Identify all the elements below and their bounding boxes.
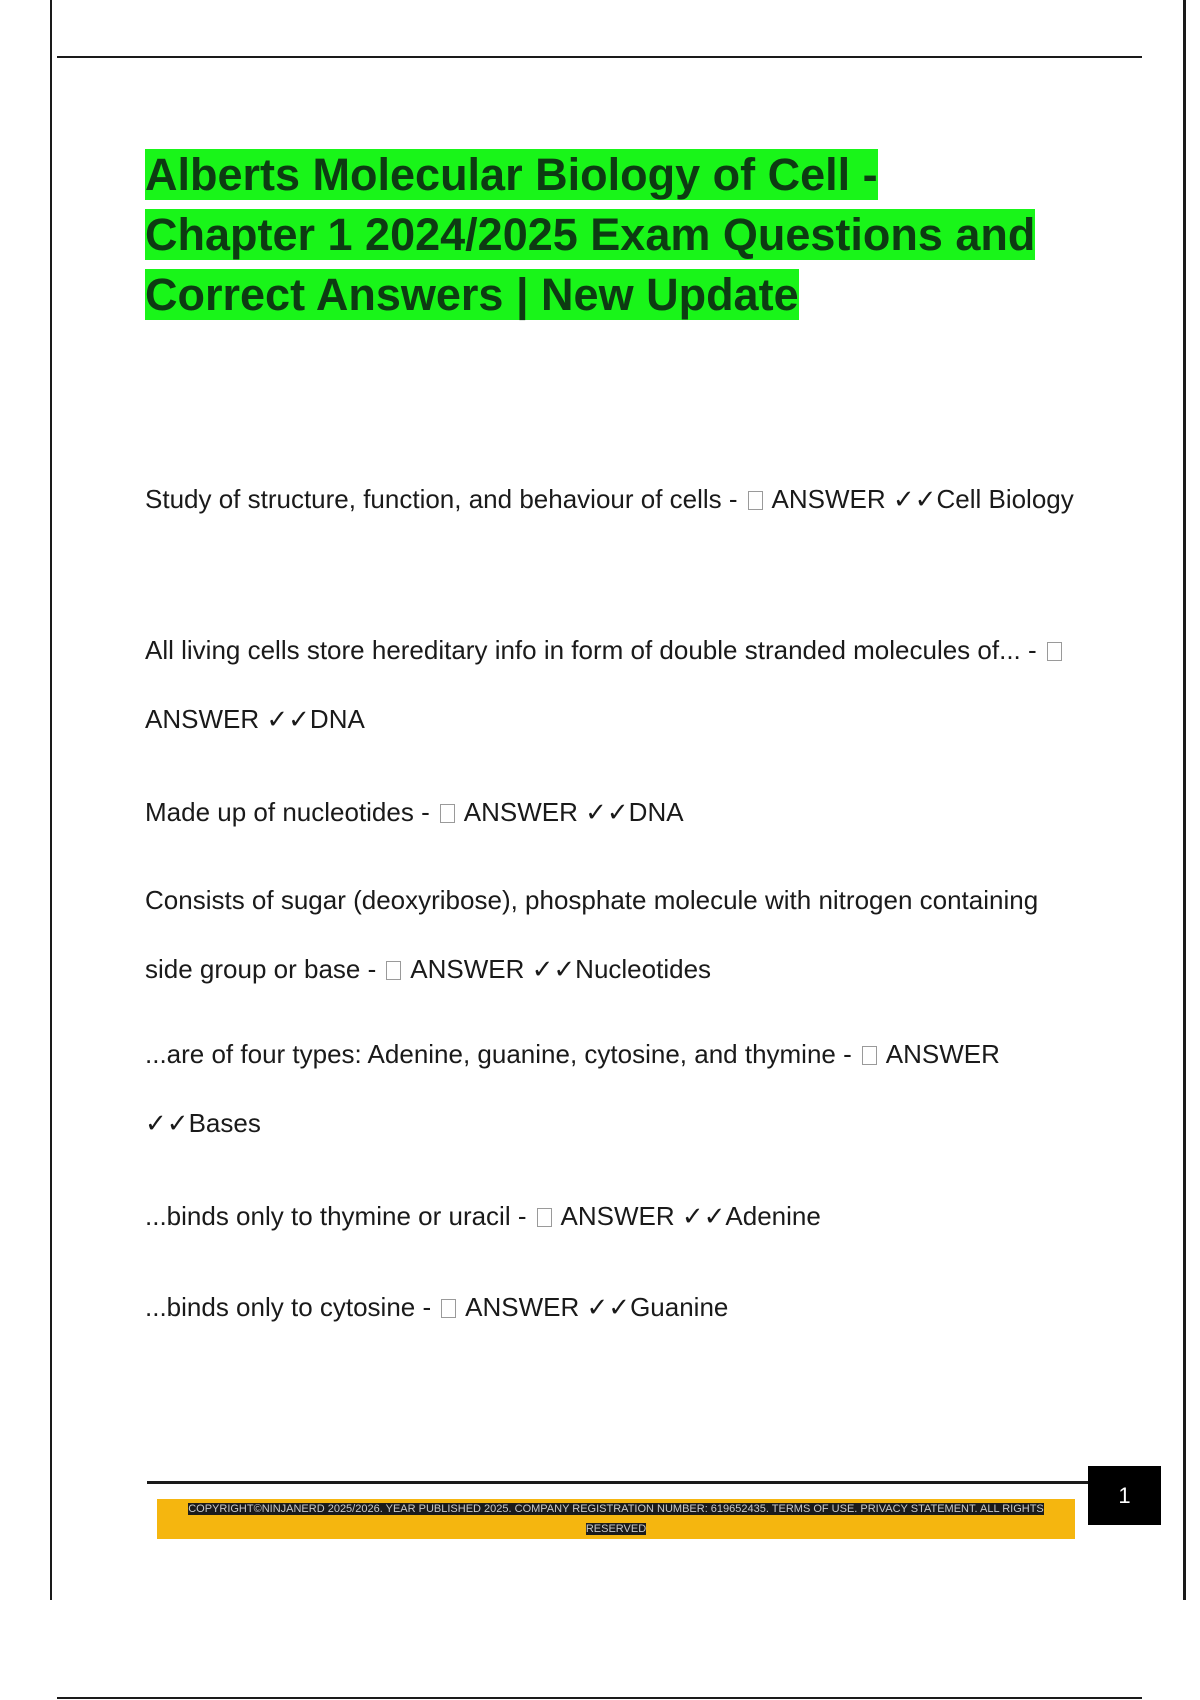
question-text: Made up of nucleotides -	[145, 797, 437, 827]
answer-text: DNA	[309, 704, 365, 734]
answer-text: Cell Biology	[936, 484, 1074, 514]
header-rule	[57, 56, 1142, 58]
answer-text: Nucleotides	[575, 954, 712, 984]
page-border-left	[50, 0, 52, 1600]
answer-label: ANSWER ✓✓	[765, 484, 937, 514]
question-text: All living cells store hereditary info in form of double stranded molecules of... -	[145, 635, 1044, 665]
question-text: ...binds only to thymine or uracil -	[145, 1201, 534, 1231]
answer-label: ANSWER ✓✓	[404, 954, 576, 984]
copyright-text: COPYRIGHT©NINJANERD 2025/2026. YEAR PUBLISHED 2025. COMPANY REGISTRATION NUMBER: 619652435. TERMS OF USE. PRIVACY STATEMENT. ALL RIGHTS RESERVED	[188, 1503, 1044, 1535]
qa-item	[145, 1020, 1085, 1158]
copyright-notice	[171, 1499, 1061, 1539]
missing-glyph-icon	[1047, 642, 1062, 661]
next-page-rule	[57, 1697, 1142, 1699]
qa-item	[145, 1182, 1085, 1251]
missing-glyph-icon	[537, 1208, 552, 1227]
qa-item	[145, 1273, 1085, 1342]
answer-label: ANSWER ✓✓	[145, 1039, 1000, 1138]
answer-label: ANSWER ✓✓	[554, 1201, 726, 1231]
answer-text: Bases	[188, 1108, 261, 1138]
question-text: Consists of sugar (deoxyribose), phosphate molecule with nitrogen containing side group or base -	[145, 885, 1039, 984]
qa-item	[145, 465, 1085, 534]
missing-glyph-icon	[441, 1299, 456, 1318]
answer-text: Guanine	[630, 1292, 729, 1322]
question-text: ...are of four types: Adenine, guanine, cytosine, and thymine -	[145, 1039, 859, 1069]
question-text: Study of structure, function, and behaviour of cells -	[145, 484, 745, 514]
missing-glyph-icon	[748, 491, 763, 510]
qa-item	[145, 616, 1085, 754]
page-number: 1	[1088, 1466, 1161, 1525]
answer-label: ANSWER ✓✓	[459, 1292, 631, 1322]
answer-label: ANSWER ✓✓	[457, 797, 629, 827]
footer-rule	[147, 1481, 1089, 1484]
answer-text: Adenine	[725, 1201, 821, 1231]
answer-text: DNA	[628, 797, 684, 827]
qa-item	[145, 866, 1085, 1004]
copyright-bar	[157, 1499, 1075, 1539]
document-title-text: Alberts Molecular Biology of Cell - Chapter 1 2024/2025 Exam Questions and Correct Answers | New Update	[145, 149, 1036, 320]
missing-glyph-icon	[440, 804, 455, 823]
qa-item	[145, 778, 1085, 847]
document-title	[145, 145, 1045, 325]
answer-label: ANSWER ✓✓	[145, 704, 310, 734]
question-text: ...binds only to cytosine -	[145, 1292, 439, 1322]
page-border-right	[1183, 0, 1186, 1600]
missing-glyph-icon	[862, 1046, 877, 1065]
missing-glyph-icon	[386, 961, 401, 980]
